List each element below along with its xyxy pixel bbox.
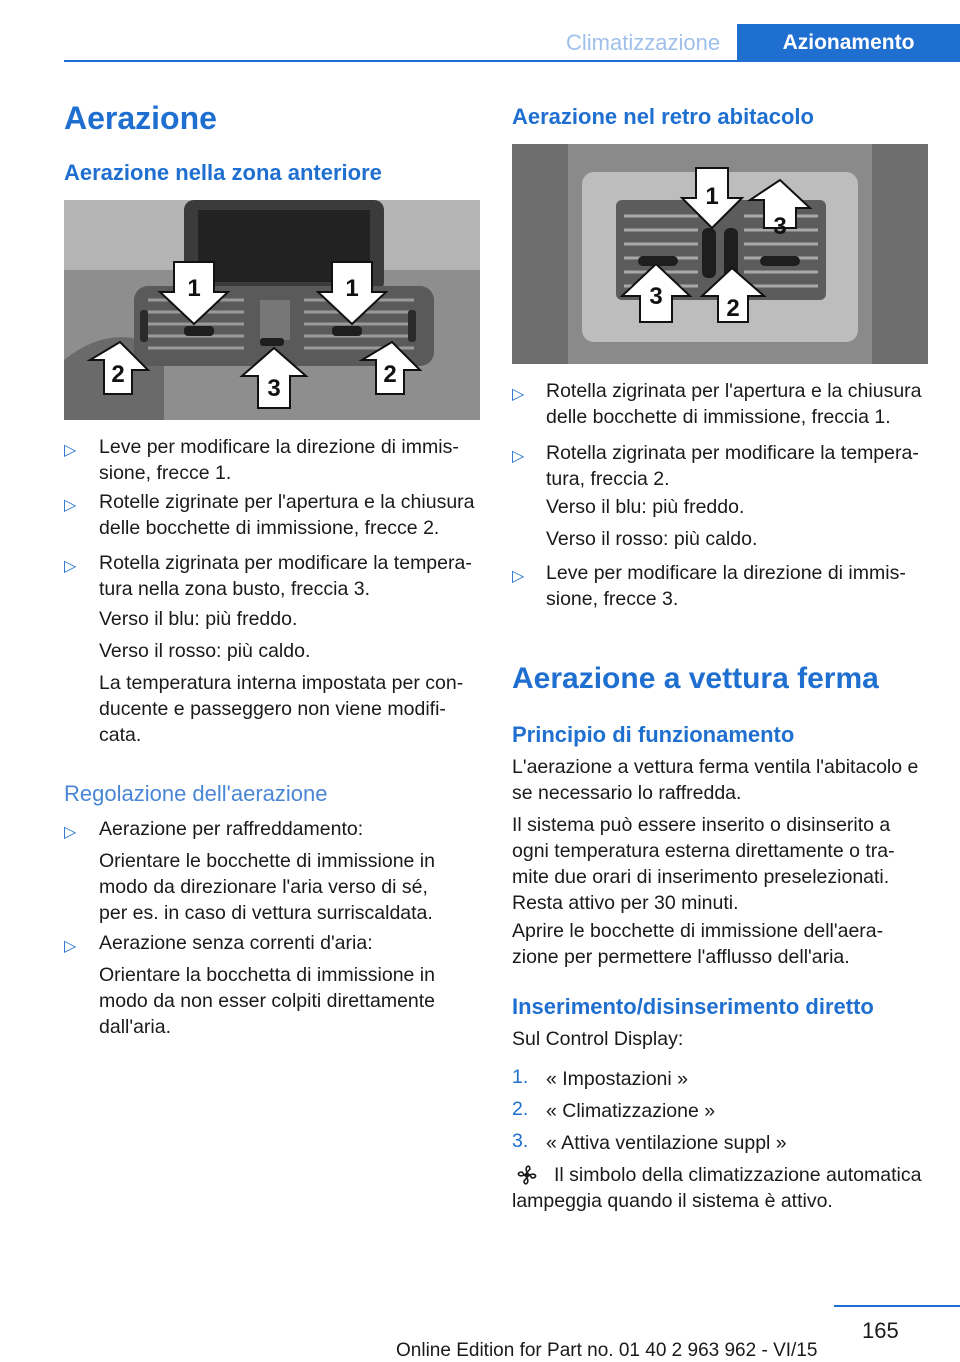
front-label-3: 3	[267, 375, 281, 402]
bullet-triangle-3: ▷	[64, 558, 77, 575]
page-title: Aerazione	[64, 100, 217, 136]
rear-item-2: Rotella zigrinata per modificare la tempera- tura, freccia 2.	[546, 442, 919, 490]
bullet-triangle-r3: ▷	[512, 568, 525, 585]
regulation-item-1: Aerazione per raffreddamento:	[99, 818, 364, 840]
step-3: « Attiva ventilazione suppl »	[546, 1132, 787, 1154]
bullet-triangle-r2: ▷	[512, 448, 525, 465]
regulation-item-1-text: Orientare le bocchette di immissione in modo da direzionare l'aria verso di sé, per es. in caso di vettura surriscaldata.	[99, 850, 435, 924]
front-item-1: Leve per modificare la direzione di immis- sione, frecce 1.	[99, 436, 459, 484]
front-label-2b: 2	[383, 361, 397, 388]
front-item-3-detail: Verso il blu: più freddo. Verso il rosso: più caldo.	[99, 608, 311, 662]
rear-label-3a: 3	[773, 213, 787, 240]
page-number: 165	[862, 1318, 899, 1343]
header-section: Climatizzazione	[566, 30, 721, 55]
front-item-3-note: La temperatura interna impostata per con- ducente e passeggero non viene modifi- cata.	[99, 672, 464, 746]
bullet-triangle-2: ▷	[64, 497, 77, 514]
indicator-note: Il simbolo della climatizzazione automatica lampeggia quando il sistema è attivo.	[512, 1164, 922, 1212]
front-item-2: Rotelle zigrinate per l'apertura e la chiusura delle bocchette di immissione, frecce 2.	[99, 491, 475, 539]
bullet-triangle-4: ▷	[64, 824, 77, 841]
rear-label-1: 1	[705, 183, 719, 210]
front-label-1a: 1	[187, 275, 201, 302]
header-tab: Azionamento	[737, 24, 960, 62]
bullet-triangle-5: ▷	[64, 938, 77, 955]
step-number-1: 1.	[512, 1066, 529, 1088]
regulation-item-2: Aerazione senza correnti d'aria:	[99, 932, 373, 954]
section-heading-front: Aerazione nella zona anteriore	[64, 160, 382, 185]
bullet-triangle-1: ▷	[64, 442, 77, 459]
front-label-1b: 1	[345, 275, 359, 302]
edition-footer: Online Edition for Part no. 01 40 2 963 962 - VI/15	[396, 1340, 818, 1361]
step-2: « Climatizzazione »	[546, 1100, 716, 1122]
principle-paragraph-2: Il sistema può essere inserito o disinserito a ogni temperatura esterna direttamente o tra- mite due orari di inserimento preselezionati. Resta attivo per 30 minuti.	[512, 814, 895, 914]
front-item-3: Rotella zigrinata per modificare la tempera- tura nella zona busto, freccia 3.	[99, 552, 472, 600]
rear-label-3b: 3	[649, 283, 663, 310]
rear-item-2-detail: Verso il blu: più freddo. Verso il rosso: più caldo.	[546, 496, 758, 550]
principle-paragraph-1: L'aerazione a vettura ferma ventila l'abitacolo e se necessario lo raffredda.	[512, 756, 919, 804]
rear-vent-photo	[512, 144, 928, 364]
section-heading-rear: Aerazione nel retro abitacolo	[512, 104, 814, 129]
step-1: « Impostazioni »	[546, 1068, 688, 1090]
principle-paragraph-3: Aprire le bocchette di immissione dell'aera- zione per permettere l'afflusso dell'aria.	[512, 920, 884, 968]
step-number-3: 3.	[512, 1130, 529, 1152]
section-title-parked: Aerazione a vettura ferma	[512, 662, 879, 695]
section-heading-regulation: Regolazione dell'aerazione	[64, 781, 328, 806]
header-rule	[64, 60, 960, 62]
section-heading-principle: Principio di funzionamento	[512, 722, 795, 747]
front-vent-photo	[64, 200, 480, 420]
rear-item-3: Leve per modificare la direzione di immis- sione, frecce 3.	[546, 562, 906, 610]
rear-label-2: 2	[726, 295, 740, 322]
footer-rule	[834, 1305, 960, 1307]
rear-item-1: Rotella zigrinata per l'apertura e la chiusura delle bocchette di immissione, freccia 1.	[546, 380, 922, 428]
bullet-triangle-r1: ▷	[512, 386, 525, 403]
section-heading-direct: Inserimento/disinserimento diretto	[512, 994, 874, 1019]
step-number-2: 2.	[512, 1098, 529, 1120]
regulation-item-2-text: Orientare la bocchetta di immissione in modo da non esser colpiti direttamente dall'aria.	[99, 964, 436, 1038]
front-label-2a: 2	[111, 361, 125, 388]
control-display-label: Sul Control Display:	[512, 1028, 684, 1050]
